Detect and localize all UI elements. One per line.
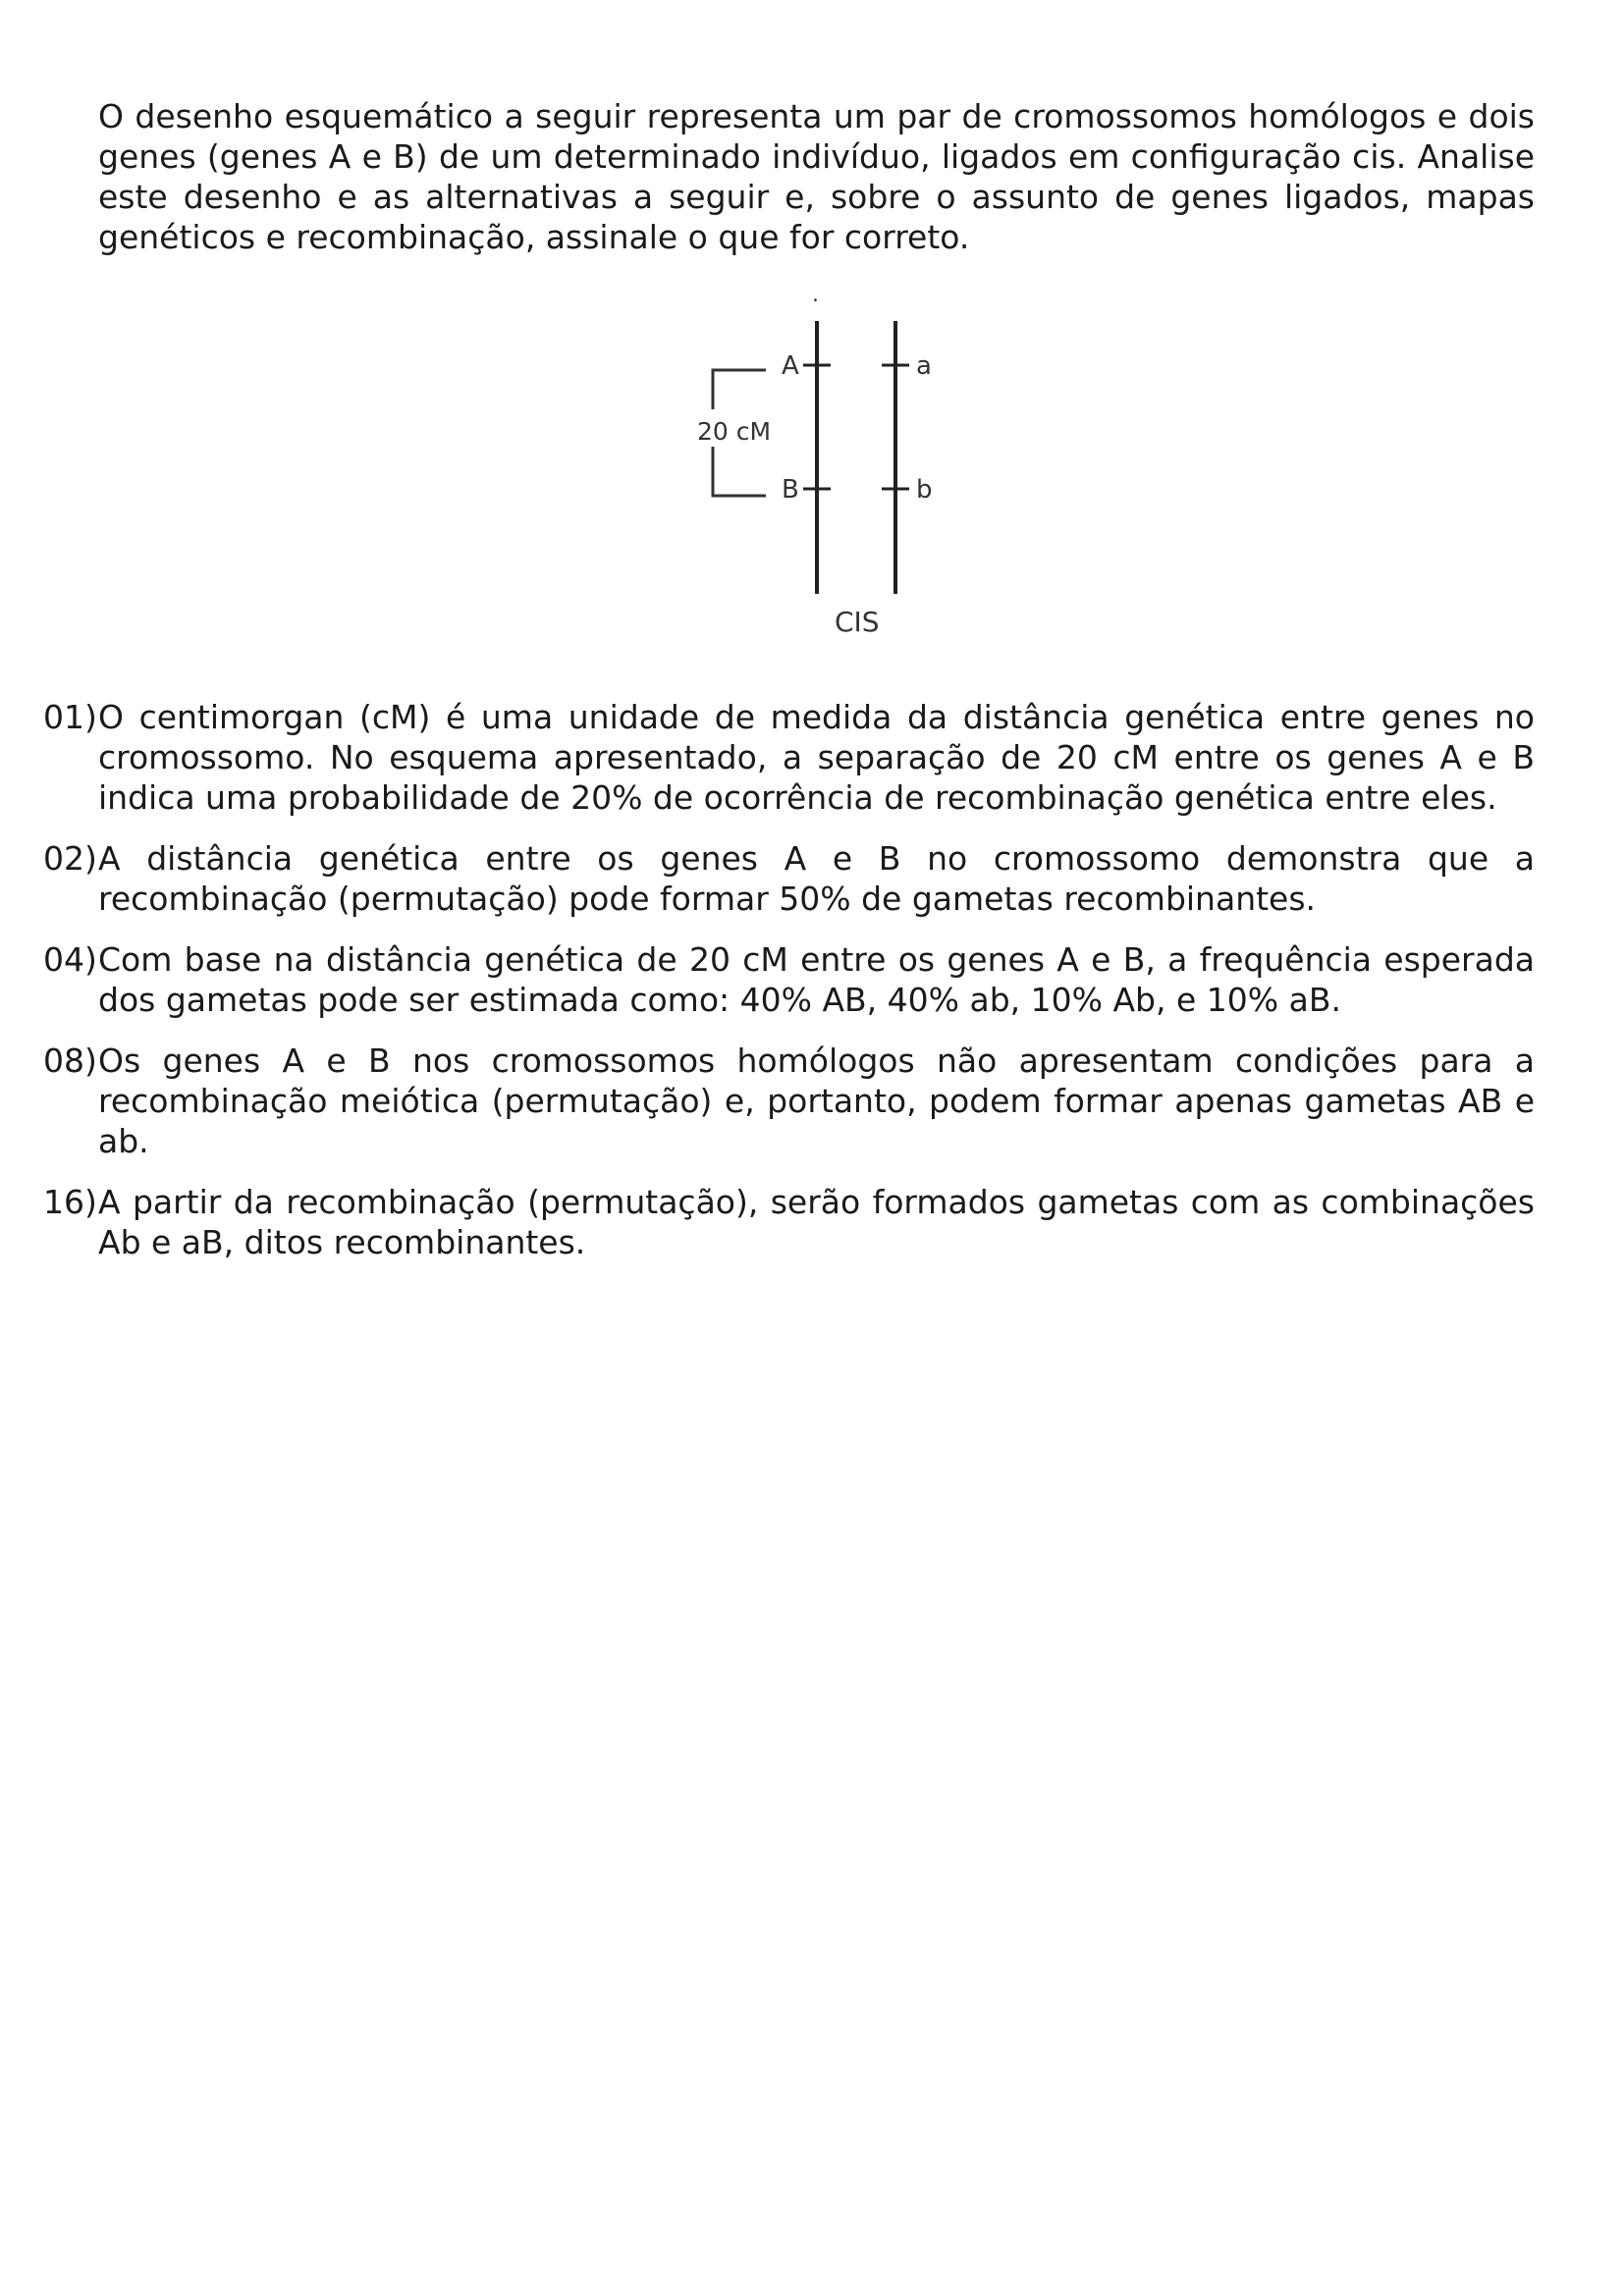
gene-label-b: b: [916, 475, 933, 505]
diagram-caption: CIS: [835, 606, 880, 638]
alternative-text: O centimorgan (cM) é uma unidade de medida da distância genética entre genes no cromossomo. No esquema apresentado, a separação de 20 cM entre os genes A e B indica uma probabilidade de 20% de ocorrência de recombinação genética entre eles.: [98, 698, 1535, 817]
alternative-16: [43, 1182, 1535, 1262]
alternative-text: Com base na distância genética de 20 cM entre os genes A e B, a frequência esperada dos gametas pode ser estimada como: 40% AB, 40% ab, 10% Ab, e 10% aB.: [98, 940, 1535, 1019]
question-stem: O desenho esquemático a seguir representa um par de cromossomos homólogos e dois genes (genes A e B) de um determinado indivíduo, ligados em configuração cis. Analise este desenho e as alternativas a seguir e, sobre o assunto de genes ligados, mapas genéticos e recombinação, assinale o que for correto.: [98, 97, 1535, 256]
chromosome-diagram-svg: [677, 280, 952, 643]
alternative-text: A partir da recombinação (permutação), serão formados gametas com as combinações Ab e aB, ditos recombinantes.: [98, 1183, 1535, 1261]
alternative-number: 16): [43, 1183, 97, 1221]
distance-bracket-top: [713, 370, 766, 409]
alternative-number: 08): [43, 1041, 97, 1080]
alternative-01: [43, 697, 1535, 818]
alternative-08: [43, 1041, 1535, 1161]
alternative-number: 04): [43, 940, 97, 979]
gene-label-B: B: [782, 475, 799, 505]
diagram-dot: .: [812, 283, 819, 307]
alternative-text: Os genes A e B nos cromossomos homólogos não apresentam condições para a recombinação meiótica (permutação) e, portanto, podem formar apenas gametas AB e ab.: [98, 1041, 1535, 1160]
distance-bracket-bottom: [713, 447, 766, 496]
alternative-number: 02): [43, 839, 97, 878]
gene-label-A: A: [782, 351, 799, 381]
gene-label-a: a: [916, 351, 932, 381]
alternative-04: [43, 939, 1535, 1020]
alternative-number: 01): [43, 698, 97, 736]
alternative-02: [43, 838, 1535, 919]
alternatives-list: [43, 697, 1535, 1283]
chromosome-diagram: [677, 280, 952, 643]
alternative-text: A distância genética entre os genes A e B no cromossomo demonstra que a recombinação (permutação) pode formar 50% de gametas recombinantes.: [98, 839, 1535, 918]
distance-label: 20 cM: [697, 417, 772, 446]
